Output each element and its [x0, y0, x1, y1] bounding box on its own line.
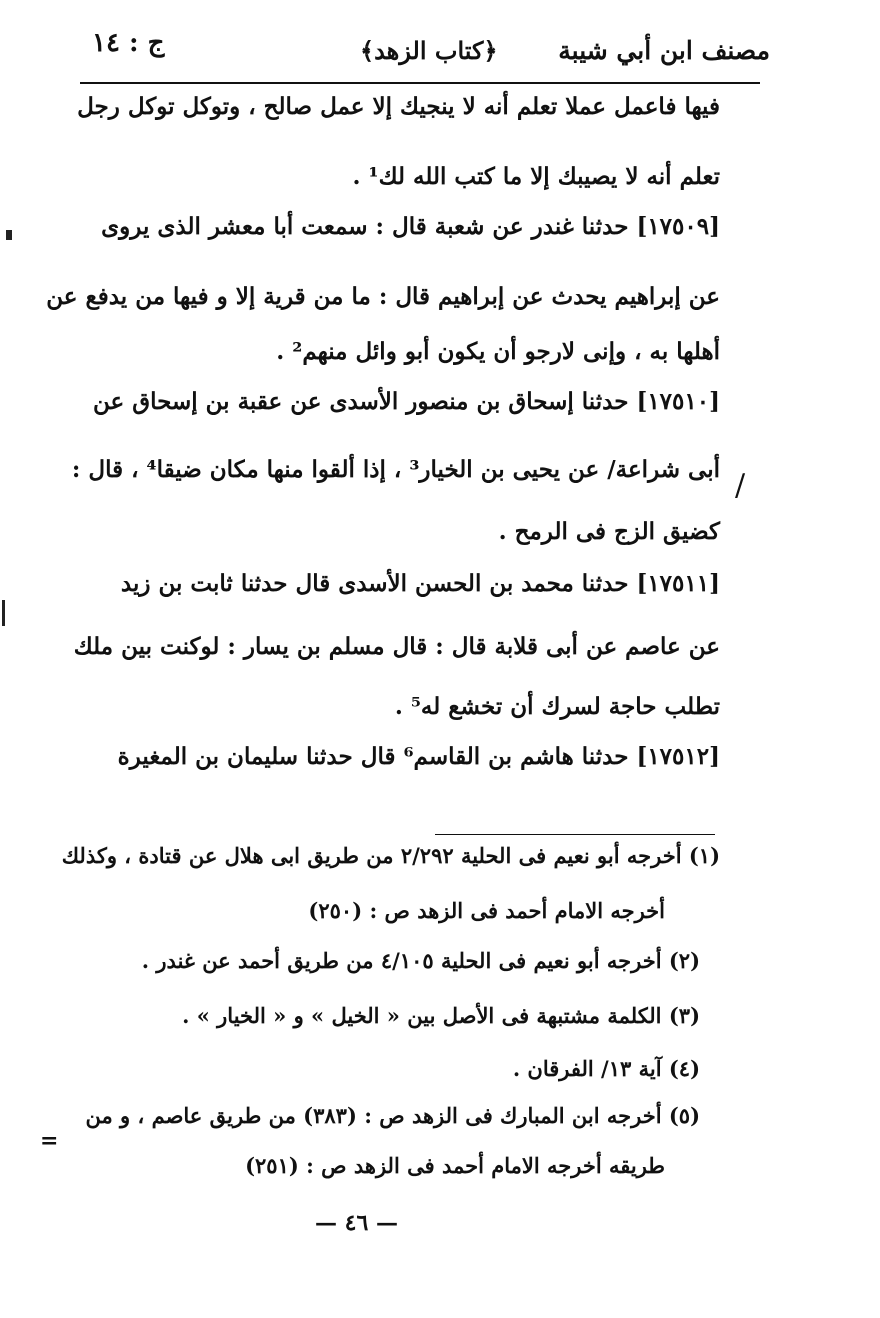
body-line-hadith-17510: [١٧٥١٠] حدثنا إسحاق بن منصور الأسدى عن عقبة بن إسحاق عن: [93, 388, 720, 415]
body-line: عن عاصم عن أبى قلابة قال : قال مسلم بن يسار : لوكنت بين ملك: [73, 633, 720, 660]
footnote-1: (١) أخرجه أبو نعيم فى الحلية ٢/٢٩٢ من طريق ابى هلال عن قتادة ، وكذلك: [61, 843, 720, 868]
body-line: تطلب حاجة لسرك أن تخشع له⁵ .: [394, 693, 720, 720]
body-line-hadith-17511: [١٧٥١١] حدثنا محمد بن الحسن الأسدى قال حدثنا ثابت بن زيد: [120, 570, 720, 597]
footnote-5: (٥) أخرجه ابن المبارك فى الزهد ص : (٣٨٣) من طريق عاصم ، و من: [85, 1103, 700, 1128]
body-line-hadith-17512: [١٧٥١٢] حدثنا هاشم بن القاسم⁶ قال حدثنا سليمان بن المغيرة: [117, 743, 720, 770]
body-line-hadith-17509: [١٧٥٠٩] حدثنا غندر عن شعبة قال : سمعت أبا معشر الذى يروى: [101, 213, 720, 240]
scan-edge-mark: [2, 600, 5, 626]
footnote-5-cont: طريقه أخرجه الامام أحمد فى الزهد ص : (٢٥١): [245, 1153, 665, 1178]
body-line: فيها فاعمل عملا تعلم أنه لا ينجيك إلا عمل صالح ، وتوكل توكل رجل: [77, 93, 720, 120]
header-rule: [80, 82, 760, 84]
footnote-3: (٣) الكلمة مشتبهة فى الأصل بين « الخيل » و « الخيار » .: [182, 1003, 700, 1028]
body-line: كضيق الزج فى الرمح .: [498, 518, 720, 545]
footnote-2: (٢) أخرجه أبو نعيم فى الحلية ٤/١٠٥ من طريق أحمد عن غندر .: [141, 948, 700, 973]
body-line: أبى شراعة/ عن يحيى بن الخيار³ ، إذا ألقوا منها مكان ضيقا⁴ ، قال :: [71, 456, 720, 483]
footnote-1-cont: أخرجه الامام أحمد فى الزهد ص : (٢٥٠): [308, 898, 665, 923]
page-number: — ٤٦ —: [315, 1210, 398, 1236]
page-header: [80, 18, 770, 78]
margin-slash-mark: /: [735, 468, 746, 503]
body-line: تعلم أنه لا يصيبك إلا ما كتب الله لك¹ .: [352, 163, 720, 190]
scan-edge-mark: [6, 230, 12, 240]
footnote-rule: [435, 834, 715, 835]
body-line: أهلها به ، وإنى لارجو أن يكون أبو وائل منهم² .: [276, 338, 720, 365]
margin-equals-mark: =: [40, 1128, 59, 1154]
body-line: عن إبراهيم يحدث عن إبراهيم قال : ما من قرية إلا و فيها من يدفع عن: [46, 283, 720, 310]
book-title: مصنف ابن أبي شيبة: [558, 36, 770, 65]
footnote-4: (٤) آية ١٣/ الفرقان .: [512, 1056, 700, 1081]
volume-number: ج : ١٤: [92, 28, 165, 58]
section-title: ﴿كتاب الزهد﴾: [360, 36, 498, 65]
